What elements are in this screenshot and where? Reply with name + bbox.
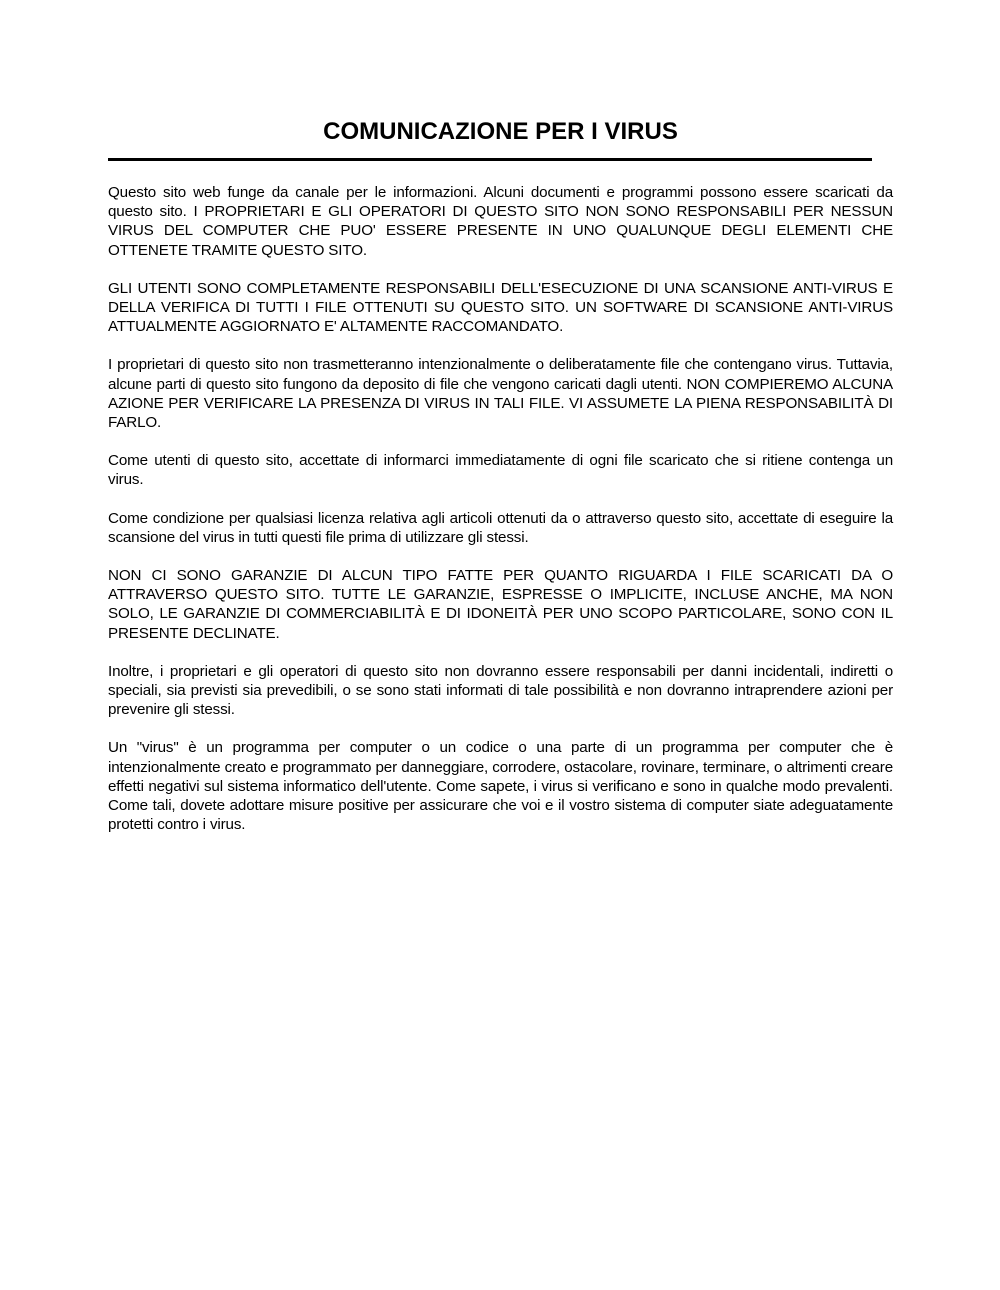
paragraph-disclaimer-intro: Questo sito web funge da canale per le informazioni. Alcuni documenti e programmi possono essere scaricati da questo sito. I PROPRIETARI E GLI OPERATORI DI QUESTO SITO NON SONO RESPONSABILI PER NESSUN VIRUS DEL COMPUTER CHE PUO' ESSERE PRESENTE IN UNO QUALUNQUE DEGLI ELEMENTI CHE OTTENETE TRAMITE QUESTO SITO. xyxy=(108,184,893,259)
paragraph-no-warranty: NON CI SONO GARANZIE DI ALCUN TIPO FATTE PER QUANTO RIGUARDA I FILE SCARICATI DA O ATTRAVERSO QUESTO SITO. TUTTE LE GARANZIE, ESPRESSE O IMPLICITE, INCLUSE ANCHE, MA NON SOLO, LE GARANZIE DI COMMERCIABILITÀ E DI IDONEITÀ PER UNO SCOPO PARTICOLARE, SONO CON IL PRESENTE DECLINATE. xyxy=(108,567,893,642)
paragraph-license-condition: Come condizione per qualsiasi licenza relativa agli articoli ottenuti da o attraverso questo sito, accettate di eseguire la scansione del virus in tutti questi file prima di utilizzare gli stessi. xyxy=(108,509,893,546)
paragraph-notify-virus: Come utenti di questo sito, accettate di informarci immediatamente di ogni file scaricato che si ritiene contenga un virus. xyxy=(108,452,893,489)
page-title: COMUNICAZIONE PER I VIRUS xyxy=(323,118,678,145)
paragraph-user-responsibility: GLI UTENTI SONO COMPLETAMENTE RESPONSABILI DELL'ESECUZIONE DI UNA SCANSIONE ANTI-VIRUS E DELLA VERIFICA DI TUTTI I FILE OTTENUTI SU QUESTO SITO. UN SOFTWARE DI SCANSIONE ANTI-VIRUS ATTUALMENTE AGGIORNATO E' ALTAMENTE RACCOMANDATO. xyxy=(108,279,893,336)
paragraph-liability: Inoltre, i proprietari e gli operatori di questo sito non dovranno essere responsabili per danni incidentali, indiretti o speciali, sia previsti sia prevedibili, o se sono stati informati di tale possibilità e non dovranno intraprendere azioni per prevenire gli stessi. xyxy=(108,662,893,719)
paragraph-virus-definition: Un "virus" è un programma per computer o un codice o una parte di un programma per computer che è intenzionalmente creato e programmato per danneggiare, corrodere, ostacolare, rovinare, terminare, o altrimenti creare effetti negativi sul sistema informatico dell'utente. Come sapete, i virus si verificano e sono in qualche modo prevalenti. Come tali, dovete adottare misure positive per assicurare che voi e il vostro sistema di computer siate adeguatamente protetti contro i virus. xyxy=(108,739,893,834)
document-body xyxy=(108,183,893,853)
title-divider xyxy=(108,158,872,161)
paragraph-owners-intent: I proprietari di questo sito non trasmetteranno intenzionalmente o deliberatamente file che contengano virus. Tuttavia, alcune parti di questo sito fungono da deposito di file che vengono caricati dagli utenti. NON COMPIEREMO ALCUNA AZIONE PER VERIFICARE LA PRESENZA DI VIRUS IN TALI FILE. VI ASSUMETE LA PIENA RESPONSABILITÀ DI FARLO. xyxy=(108,356,893,432)
